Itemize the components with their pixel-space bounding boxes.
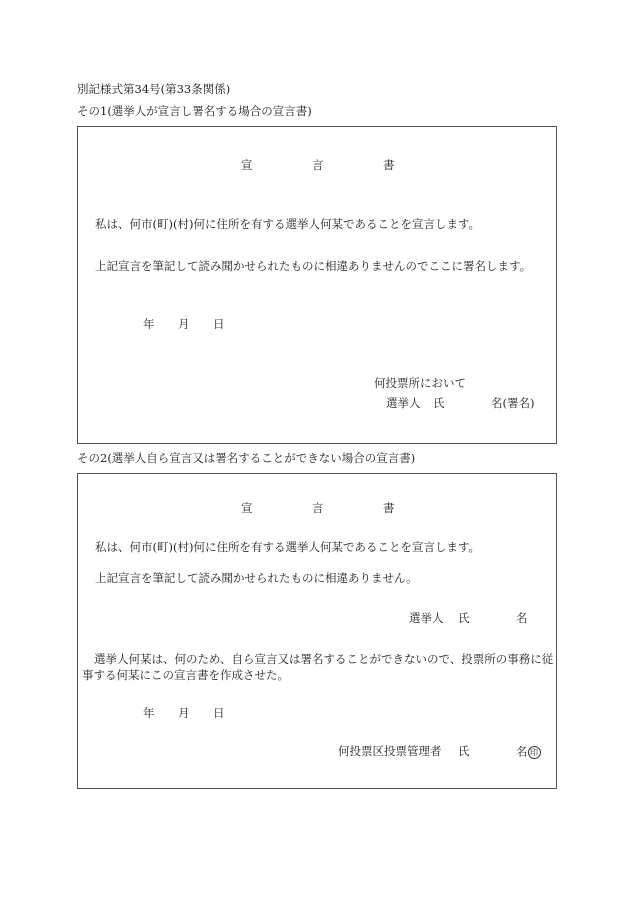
form1-title-char-2: 言: [312, 158, 324, 172]
declaration-form-2: [77, 473, 557, 789]
form1-date-year: 年: [143, 317, 155, 331]
form2-date-year: 年: [143, 706, 155, 720]
form1-title-char-3: 書: [383, 158, 395, 172]
form2-title-char-1: 宣: [241, 501, 253, 515]
form1-place: 何投票所において: [374, 376, 466, 390]
form1-title-char-1: 宣: [241, 158, 253, 172]
form1-signer-role: 選挙人: [386, 396, 421, 410]
form1-signer-name-left: 氏: [433, 396, 445, 410]
form-number: 別記様式第34号(第33条関係): [77, 82, 231, 96]
form2-manager-name-left: 氏: [458, 744, 470, 758]
form1-declaration: 私は、何市(町)(村)何に住所を有する選挙人何某であることを宣言します。: [95, 217, 481, 231]
seal-mark-icon: 印: [528, 746, 541, 759]
form2-title-char-2: 言: [312, 501, 324, 515]
form2-manager-role: 何投票区投票管理者: [338, 744, 442, 758]
form2-date-day: 日: [213, 706, 225, 720]
form2-declaration: 私は、何市(町)(村)何に住所を有する選挙人何某であることを宣言します。: [95, 540, 481, 554]
section1-caption: その1(選挙人が宣言し署名する場合の宣言書): [77, 104, 312, 118]
form2-signer-role: 選挙人: [409, 611, 444, 625]
form2-confirmation: 上記宣言を筆記して読み聞かせられたものに相違ありません。: [95, 571, 418, 585]
form2-title-char-3: 書: [383, 501, 395, 515]
form2-manager-name-block: [516, 746, 541, 759]
form1-confirmation: 上記宣言を筆記して読み聞かせられたものに相違ありませんのでここに署名します。: [95, 259, 532, 273]
form2-signer-name-left: 氏: [458, 611, 470, 625]
form1-signer-name-right: 名(署名): [491, 396, 535, 410]
form2-date-month: 月: [178, 706, 190, 720]
form2-explanation: 選挙人何某は、何のため、自ら宣言又は署名することができないので、投票所の事務に従事する何某にこの宣言書を作成させた。: [82, 652, 554, 682]
form1-date-day: 日: [213, 317, 225, 331]
form2-manager-name-right: 名: [516, 744, 528, 759]
form1-date-month: 月: [178, 317, 190, 331]
section2-caption: その2(選挙人自ら宣言又は署名することができない場合の宣言書): [77, 451, 416, 465]
form2-signer-name-right: 名: [516, 611, 528, 625]
declaration-form-1: [77, 126, 557, 444]
